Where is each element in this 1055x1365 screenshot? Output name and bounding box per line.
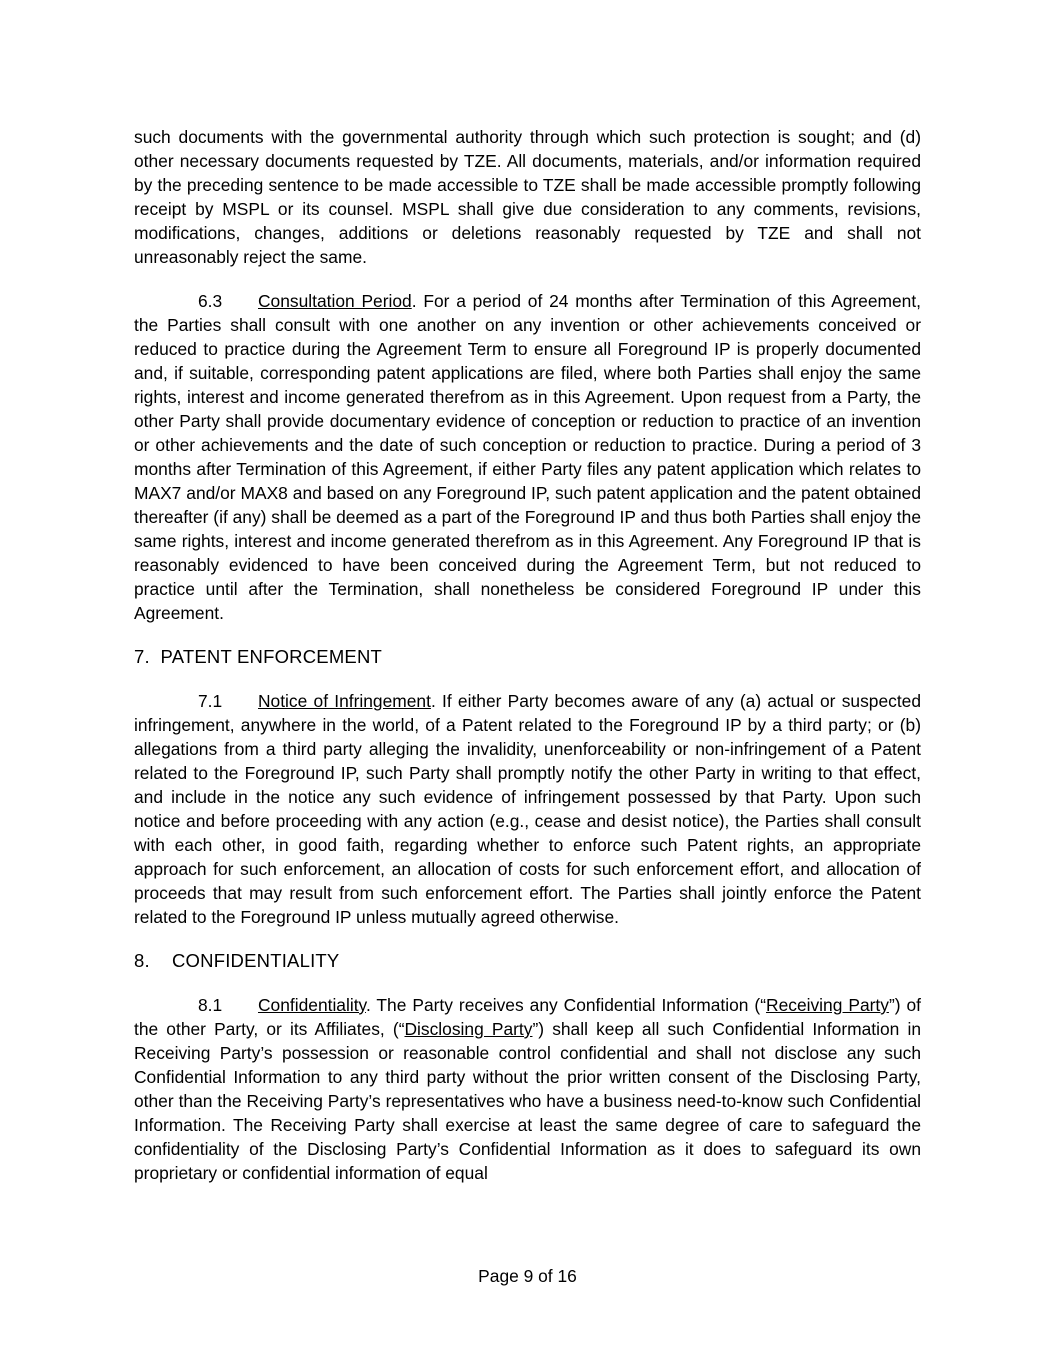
paragraph-intro: such documents with the governmental authority through which such protection is sought; and (d) other necessary documents requested by TZE. All documents, materials, and/or information required by the preceding sentence to be made accessible to TZE shall be made accessible promptly following receipt by MSPL or its counsel. MSPL shall give due consideration to any comments, revisions, modifications, changes, additions or deletions reasonably requested by TZE and shall not unreasonably reject the same. bbox=[134, 127, 921, 267]
section-8-1 bbox=[134, 993, 921, 1185]
section-title: Consultation Period bbox=[258, 291, 412, 311]
heading-title: CONFIDENTIALITY bbox=[172, 950, 340, 971]
section-text: ”) of the other Party, or its Affiliates, (“ bbox=[134, 995, 921, 1039]
heading-title: PATENT ENFORCEMENT bbox=[160, 646, 383, 667]
section-number: 8.1 bbox=[198, 995, 223, 1015]
section-body: . For a period of 24 months after Termination of this Agreement, the Parties shall consult with one another on any invention or other achievements conceived or reduced to practice during the Agreement Term to ensure all Foreground IP is properly documented and, if suitable, corresponding patent applications are filed, where both Parties shall enjoy the same rights, interest and income generated therefrom as in this Agreement. Upon request from a Party, the other Party shall provide documentary evidence of conception or reduction to practice of an invention or other achievements and the date of such conception or reduction to practice. During a period of 3 months after Termination of this Agreement, if either Party files any patent application which relates to MAX7 and/or MAX8 and based on any Foreground IP, such patent application and the patent obtained thereafter (if any) shall be deemed as a part of the Foreground IP and thus both Parties shall enjoy the same rights, interest and income generated therefrom as in this Agreement. Any Foreground IP that is reasonably evidenced to have been conceived during the Agreement Term, but not reduced to practice until after the Termination, shall nonetheless be considered Foreground IP under this Agreement. bbox=[134, 291, 921, 623]
heading-confidentiality bbox=[134, 949, 921, 973]
section-text: . The Party receives any Confidential Information (“ bbox=[365, 995, 767, 1015]
section-body: . If either Party becomes aware of any (a) actual or suspected infringement, anywhere in the world, of a Patent related to the Foreground IP by a third party; or (b) allegations from a third party alleging the invalidity, unenforceability or non-infringement of a Patent related to the Foreground IP, such Party shall promptly notify the other Party in writing to that effect, and include in the notice any such evidence of infringement possessed by that Party. Upon such notice and before proceeding with any action (e.g., cease and desist notice), the Parties shall consult with each other, in good faith, regarding whether to enforce such Patent rights, an appropriate approach for such enforcement, an allocation of costs for such enforcement effort, and allocation of proceeds that may result from such enforcement effort. The Parties shall jointly enforce the Patent related to the Foreground IP unless mutually agreed otherwise. bbox=[134, 691, 921, 927]
defined-term: Disclosing Party bbox=[404, 1019, 533, 1039]
section-text: ”) shall keep all such Confidential Information in Receiving Party’s possession or reasonable control confidential and shall not disclose any such Confidential Information to any third party without the prior written consent of the Disclosing Party, other than the Receiving Party’s representatives who have a business need-to-know such Confidential Information. The Receiving Party shall exercise at least the same degree of care to safeguard the confidentiality of the Disclosing Party’s Confidential Information as it does to safeguard its own proprietary or confidential information of equal bbox=[134, 1019, 921, 1183]
section-number: 6.3 bbox=[198, 291, 223, 311]
section-title: Confidentiality bbox=[258, 995, 366, 1015]
section-number: 7.1 bbox=[198, 691, 223, 711]
document-body bbox=[134, 125, 921, 1185]
defined-term: Receiving Party bbox=[766, 995, 889, 1015]
section-6-3 bbox=[134, 289, 921, 625]
heading-patent-enforcement bbox=[134, 645, 921, 669]
section-title: Notice of Infringement bbox=[258, 691, 431, 711]
page-number: Page 9 of 16 bbox=[478, 1266, 577, 1286]
heading-number: 7. bbox=[134, 646, 150, 667]
heading-number: 8. bbox=[134, 950, 150, 971]
section-7-1 bbox=[134, 689, 921, 929]
